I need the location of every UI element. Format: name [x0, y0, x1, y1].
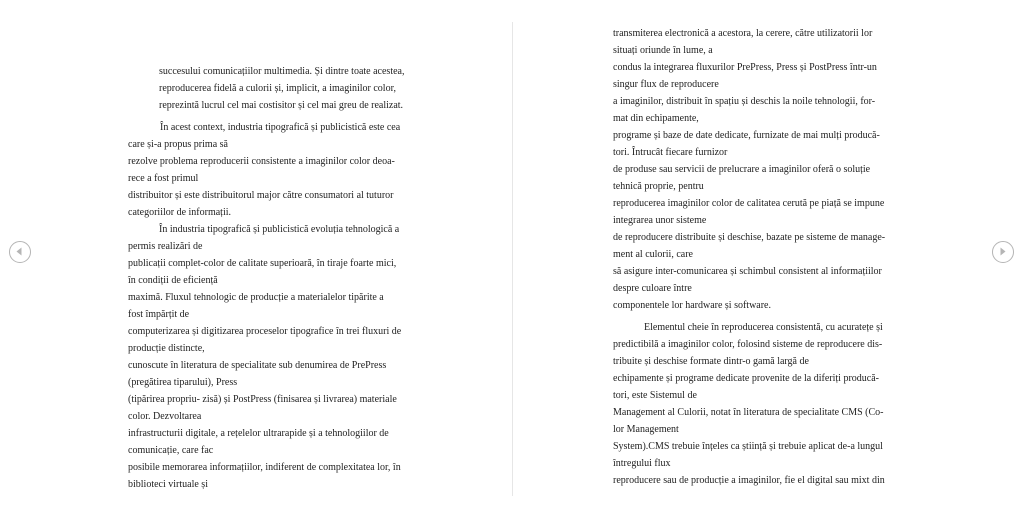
- previous-page-button[interactable]: [9, 241, 31, 263]
- chevron-right-icon: [993, 242, 1012, 261]
- text-line: maximă. Fluxul tehnologic de producție a materialelor tipărite a: [128, 292, 384, 303]
- text-line: situați oriunde în lume, a: [613, 45, 713, 56]
- paragraph-start-line: În industria tipografică și publicistică evoluția tehnologică a: [159, 224, 400, 235]
- next-page-button[interactable]: [992, 241, 1014, 263]
- text-line: mat din echipamente,: [613, 113, 699, 124]
- chevron-left-icon: [10, 242, 29, 261]
- text-line: succesului comunicațiilor multimedia. Și dintre toate acestea,: [159, 66, 405, 77]
- text-line: distribuitor și este distribuitorul major către consumatori al tuturor: [128, 190, 394, 201]
- right-page: [613, 25, 903, 489]
- text-line: fost împărțit de: [128, 309, 190, 320]
- text-line: System).CMS trebuie înțeles ca știință și trebuie aplicat de-a lungul: [613, 441, 883, 452]
- text-line: să asigure inter-comunicarea și schimbul consistent al informațiilor: [613, 266, 882, 277]
- text-line: ment al culorii, care: [613, 249, 693, 260]
- text-line: biblioteci virtuale și: [128, 479, 208, 490]
- page-spread-divider: [512, 22, 513, 496]
- text-line: cunoscute în literatura de specialitate sub denumirea de PrePress: [128, 360, 387, 371]
- text-line: reproducerea imaginilor color de calitatea cerută pe piață se impune: [613, 198, 885, 209]
- text-line: color. Dezvoltarea: [128, 411, 202, 422]
- text-line: integrarea unor sisteme: [613, 215, 707, 226]
- text-line: componentele lor hardware și software.: [613, 300, 771, 311]
- text-line: tribuite și deschise formate dintr-o gamă largă de: [613, 356, 809, 367]
- text-line: rece a fost primul: [128, 173, 199, 184]
- text-line: Management al Culorii, notat în literatura de specialitate CMS (Co-: [613, 407, 884, 418]
- paragraph-start-line: Elementul cheie în reproducerea consistentă, cu acuratețe și: [644, 322, 883, 333]
- text-line: publicații complet-color de calitate superioară, în tiraje foarte mici,: [128, 258, 397, 269]
- text-line: care și-a propus prima să: [128, 139, 228, 150]
- text-line: reprezintă lucrul cel mai costisitor și cel mai greu de realizat.: [159, 100, 404, 111]
- text-line: tori, este Sistemul de: [613, 390, 697, 401]
- text-line: reproducerea fidelă a culorii și, implicit, a imaginilor color,: [159, 83, 397, 94]
- text-line: (pregătirea tiparului), Press: [128, 377, 238, 388]
- text-line: tori. Întrucât fiecare furnizor: [613, 147, 728, 158]
- text-line: tehnică proprie, pentru: [613, 181, 704, 192]
- text-line: predictibilă a imaginilor color, folosind sisteme de reproducere dis-: [613, 339, 883, 350]
- text-line: condus la integrarea fluxurilor PrePress, Press și PostPress într-un: [613, 62, 877, 73]
- text-line: computerizarea și digitizarea proceselor tipografice în trei fluxuri de: [128, 326, 402, 337]
- text-line: singur flux de reproducere: [613, 79, 719, 90]
- paragraph-start-line: În acest context, industria tipografică și publicistică este cea: [160, 122, 401, 133]
- text-line: lor Management: [613, 424, 679, 435]
- text-line: despre culoare între: [613, 283, 692, 294]
- text-line: reproducere sau de producție a imaginilor, fie el digital sau mixt din: [613, 475, 885, 486]
- text-line: producție distincte,: [128, 343, 205, 354]
- text-line: rezolve problema reproducerii consistente a imaginilor color deoa-: [128, 156, 395, 167]
- text-line: de reproducere distribuite și deschise, bazate pe sisteme de manage-: [613, 232, 886, 243]
- text-line: (tipărirea propriu- zisă) și PostPress (finisarea și livrarea) materiale: [128, 394, 397, 405]
- text-line: de produse sau servicii de prelucrare a imaginilor oferă o soluție: [613, 164, 871, 175]
- text-line: echipamente și programe dedicate provenite de la diferiți producă-: [613, 373, 879, 384]
- text-line: transmiterea electronică a acestora, la cerere, către utilizatorii lor: [613, 28, 873, 39]
- text-line: permis realizări de: [128, 241, 203, 252]
- text-line: infrastructurii digitale, a rețelelor ultrarapide și a tehnologiilor de: [128, 428, 389, 439]
- text-line: categoriilor de informații.: [128, 207, 232, 218]
- text-line: programe și baze de date dedicate, furnizate de mai mulți producă-: [613, 130, 880, 141]
- text-line: posibile memorarea informațiilor, indiferent de complexitatea lor, în: [128, 462, 401, 473]
- left-page: [128, 63, 418, 493]
- text-line: a imaginilor, distribuit în spațiu și deschis la noile tehnologii, for-: [613, 96, 876, 107]
- text-line: în condiții de eficiență: [128, 275, 218, 286]
- text-line: comunicație, care fac: [128, 445, 214, 456]
- text-line: întregului flux: [613, 458, 671, 469]
